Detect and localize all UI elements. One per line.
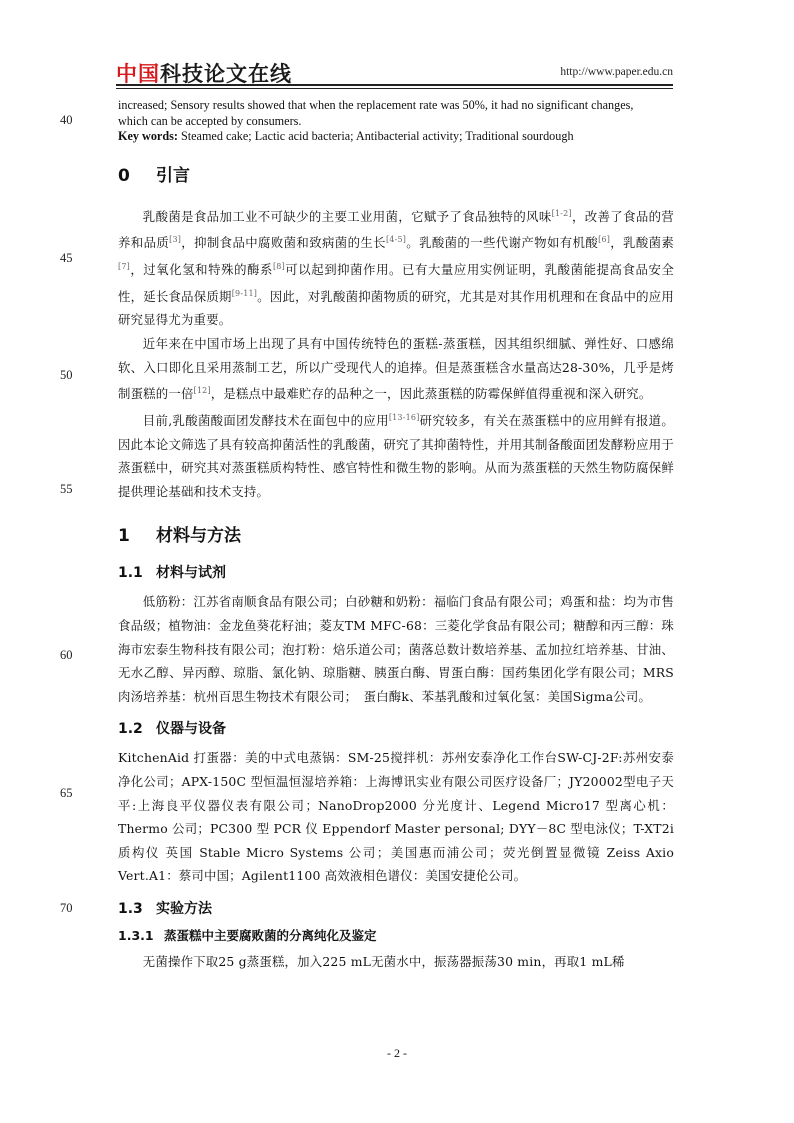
page-number: - 2 - — [387, 1046, 407, 1060]
line-number: 40 — [60, 113, 73, 127]
citation: [4-5] — [385, 235, 407, 245]
section-heading: 1 材料与方法 — [118, 526, 241, 547]
subsection-heading: 1.3 实验方法 — [118, 900, 212, 917]
instruments-paragraph: KitchenAid 打蛋器：美的中式电蒸锅：SM-25搅拌机：苏州安泰净化工作台SW-CJ-2F:苏州安泰净化公司；APX-150C 型恒温恒湿培养箱：上海博讯实业有限公司医疗设备厂；JY20002型电子天平:上海良平仪器仪表有限公司；NanoDrop2000 分光度计、Legend Micro17 型离心机：Thermo 公司；PC300 型 PCR 仪 Eppendorf Master personal; DYY－8C 型电泳仪；T-XT2i 质构仪 英国 Stable Micro Systems 公司；美国惠而浦公司；荧光倒置显微镜 Zeiss Axio Vert.A1：蔡司中国；Agilent1100 高效液相色谱仪：美国安捷伦公司。 — [118, 750, 674, 884]
line-number: 65 — [60, 786, 73, 800]
citation: [3] — [169, 235, 182, 245]
logo-red-part: 中国 — [116, 62, 160, 86]
line-number: 55 — [60, 482, 73, 496]
header-rule — [116, 84, 673, 86]
line-number: 45 — [60, 251, 73, 265]
keywords-text: Steamed cake; Lactic acid bacteria; Antibacterial activity; Traditional sourdough — [177, 129, 574, 143]
abstract-line: increased; Sensory results showed that when the replacement rate was 50%, it had no significant changes, — [118, 98, 634, 112]
line-number: 50 — [60, 368, 73, 382]
abstract-line: which can be accepted by consumers. — [118, 113, 302, 128]
citation: [8] — [272, 261, 285, 271]
subsection-heading: 1.2 仪器与设备 — [118, 721, 226, 738]
citation: [6] — [598, 235, 611, 245]
materials-paragraph: 低筋粉：江苏省南顺食品有限公司；白砂糖和奶粉：福临门食品有限公司；鸡蛋和盐：均为市售食品级；植物油：金龙鱼葵花籽油；菱友TM MFC-68：三菱化学食品有限公司；糖醇和丙三醇：珠海市宏泰生物科技有限公司；泡打粉：焙乐道公司；菌落总数计数培养基、孟加拉红培养基、甘油、无水乙醇、异丙醇、琼脂、氯化钠、琼脂糖、胰蛋白酶、胃蛋白酶：国药集团化学有限公司；MRS肉汤培养基：杭州百思生物技术有限公司； 蛋白酶k、苯基乳酸和过氧化氢：美国Sigma公司。 — [118, 594, 674, 704]
citation: [9-11] — [231, 288, 258, 298]
citation: [1-2] — [551, 208, 572, 218]
line-number: 60 — [60, 648, 73, 662]
method-paragraph: 无菌操作下取25 g蒸蛋糕，加入225 mL无菌水中，振荡器振荡30 min，再取1 mL稀 — [142, 953, 625, 969]
section-heading: 0 引言 — [118, 165, 190, 186]
keywords — [118, 129, 674, 145]
intro-paragraph-3: 目前,乳酸菌酸面团发酵技术在面包中的应用[13-16]研究较多，有关在蒸蛋糕中的应用鲜有报道。因此本论文筛选了具有较高抑菌活性的乳酸菌，研究了其抑菌特性，并用其制备酸面团发酵粉应用于蒸蛋糕中，研究其对蒸蛋糕质构特性、感官特性和微生物的影响。从而为蒸蛋糕的天然生物防腐保鲜提供理论基础和技术支持。 — [118, 412, 674, 499]
subsection-heading: 1.1 材料与试剂 — [118, 565, 226, 582]
intro-paragraph-2: 近年来在中国市场上出现了具有中国传统特色的蛋糕-蒸蛋糕，因其组织细腻、弹性好、口感绵软、入口即化且采用蒸制工艺，所以广受现代人的追捧。但是蒸蛋糕含水量高达28-30%，几乎是烤制蛋糕的一倍[12]，是糕点中最难贮存的品种之一，因此蒸蛋糕的防霉保鲜值得重视和深入研究。 — [118, 335, 674, 402]
page-content — [118, 98, 674, 974]
citation: [7] — [118, 261, 130, 271]
header-url[interactable]: http://www.paper.edu.cn — [560, 66, 673, 78]
citation: [12] — [193, 386, 211, 396]
logo-black-part: 科技论文在线 — [160, 62, 292, 86]
keywords-label: Key words: — [118, 129, 178, 143]
citation: [13-16] — [388, 412, 420, 422]
header-rule-thin — [116, 88, 673, 89]
intro-paragraph-1: 乳酸菌是食品加工业不可缺少的主要工业用菌，它赋予了食品独特的风味[1-2]，改善了食品的营养和品质[3]，抑制食品中腐败菌和致病菌的生长[4-5]。乳酸菌的一些代谢产物如有机酸[6]，乳酸菌素[7]，过氧化氢和特殊的酶系[8]可以起到抑菌作用。已有大量应用实例证明，乳酸菌能提高食品安全性，延长食品保质期[9-11]。因此，对乳酸菌抑菌物质的研究，尤其是对其作用机理和在食品中的应用研究显得尤为重要。 — [118, 208, 675, 328]
subsubsection-heading: 1.3.1 蒸蛋糕中主要腐败菌的分离纯化及鉴定 — [118, 927, 377, 943]
line-number: 70 — [60, 901, 73, 915]
